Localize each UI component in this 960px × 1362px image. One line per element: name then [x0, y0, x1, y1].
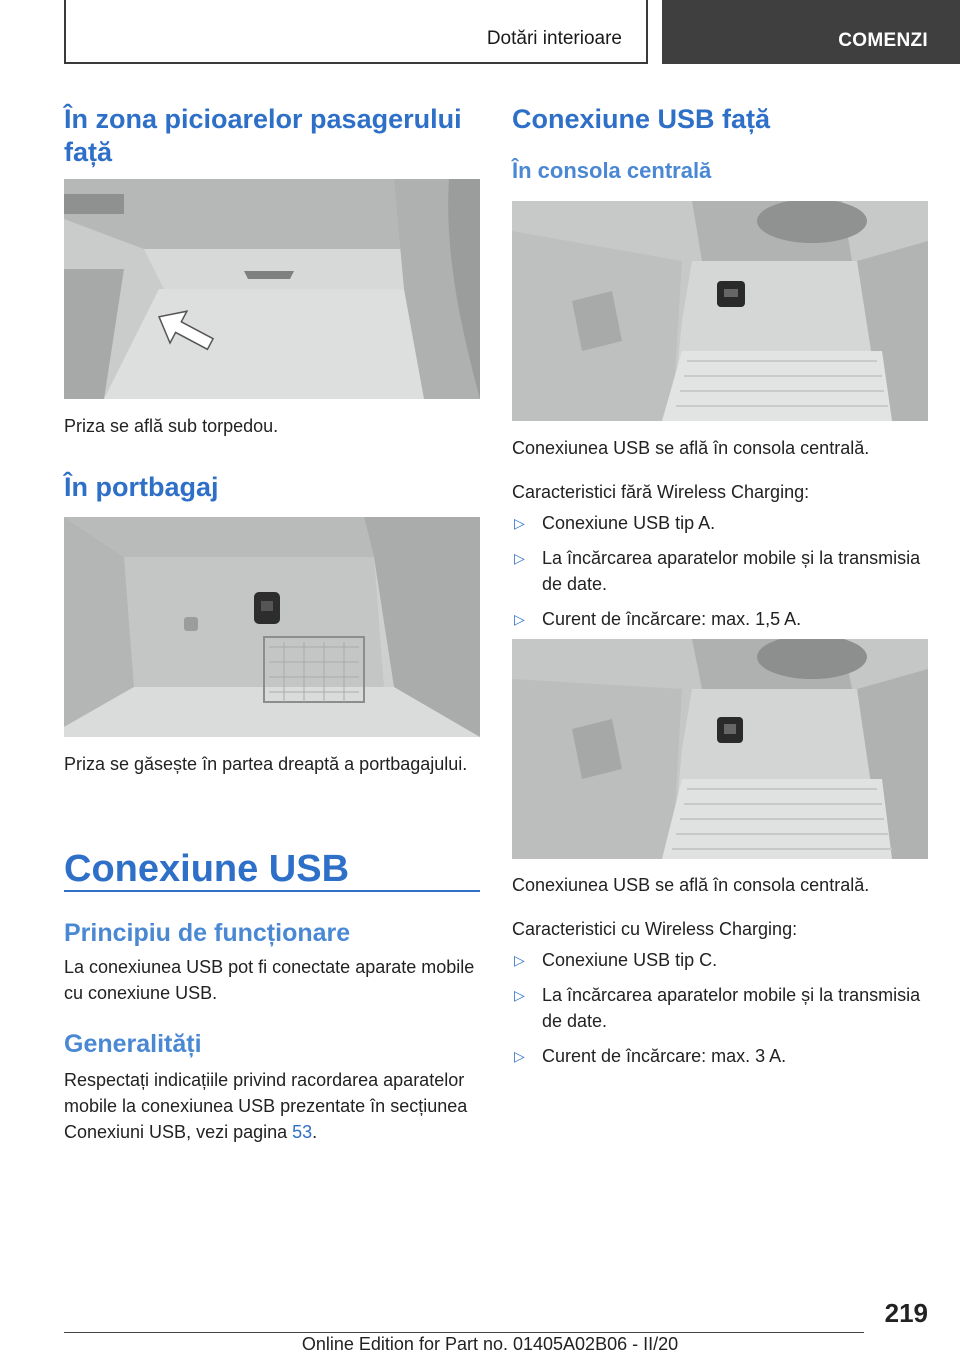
list-item	[512, 545, 928, 597]
features-title-with-wireless: Caracteristici cu Wireless Charging:	[512, 919, 798, 939]
heading-general: Generalități	[64, 1030, 202, 1058]
page-number: 219	[884, 1298, 928, 1328]
photo-center-console-type-a	[512, 201, 928, 421]
list-item-text: Curent de încărcare: max. 3 A.	[542, 1046, 787, 1067]
header-section-box	[64, 0, 648, 64]
heading-usb-connection: Conexiune USB	[64, 848, 350, 890]
list-item	[512, 1043, 928, 1069]
features-list-without-wireless	[512, 510, 928, 632]
text-general-body: Respectați indicațiile privind racordarea aparatelor mobile la conexiunea USB prezentate în secțiunea Conexiuni USB, vezi pagina	[64, 1070, 468, 1143]
list-item-text: Conexiune USB tip C.	[542, 950, 718, 970]
heading-center-console: În consola centrală	[512, 158, 712, 183]
photo-trunk	[64, 517, 480, 737]
header-chapter-box	[662, 0, 960, 64]
caption-center-console-1: Conexiunea USB se află în consola centrală.	[512, 438, 870, 458]
text-principle: La conexiunea USB pot fi conectate aparate mobile cu conexiune USB.	[64, 957, 475, 1004]
list-item	[512, 606, 928, 632]
caption-center-console-2: Conexiunea USB se află în consola centrală.	[512, 875, 870, 895]
features-title-without-wireless: Caracteristici fără Wireless Charging:	[512, 482, 810, 502]
bullet-arrow-icon: ▷	[514, 952, 525, 968]
heading-principle: Principiu de funcționare	[64, 919, 351, 947]
section-divider	[64, 890, 480, 892]
list-item-text: Curent de încărcare: max. 1,5 A.	[542, 609, 802, 630]
caption-passenger-footwell: Priza se află sub torpedou.	[64, 416, 279, 436]
photo-passenger-footwell	[64, 179, 480, 399]
caption-trunk: Priza se găsește în partea dreaptă a portbagajului.	[64, 754, 468, 774]
footer-divider	[64, 1332, 864, 1333]
list-item-text: La încărcarea aparatelor mobile și la transmisia de date.	[542, 548, 921, 595]
bullet-arrow-icon: ▷	[514, 1048, 525, 1065]
header-chapter-title: COMENZI	[838, 30, 928, 51]
heading-trunk: În portbagaj	[64, 472, 219, 502]
list-item	[512, 982, 928, 1034]
bullet-arrow-icon: ▷	[514, 611, 525, 628]
features-list-with-wireless	[512, 947, 928, 1069]
text-general	[64, 1067, 480, 1145]
header-section-title: Dotări interioare	[486, 28, 622, 49]
page-reference-link[interactable]: 53	[292, 1122, 313, 1143]
photo-center-console-type-c	[512, 639, 928, 859]
list-item	[512, 947, 928, 973]
footer-edition: Online Edition for Part no. 01405A02B06 - II/20	[301, 1334, 679, 1354]
bullet-arrow-icon: ▷	[514, 987, 525, 1004]
list-item-text: La încărcarea aparatelor mobile și la transmisia de date.	[542, 985, 921, 1032]
list-item-text: Conexiune USB tip A.	[542, 513, 716, 533]
bullet-arrow-icon: ▷	[514, 515, 525, 531]
text-general-end: .	[312, 1122, 318, 1143]
list-item	[512, 510, 928, 536]
heading-usb-front: Conexiune USB față	[512, 104, 771, 134]
heading-passenger-footwell: În zona picioarelor pasagerului față	[64, 104, 462, 167]
bullet-arrow-icon: ▷	[514, 550, 525, 567]
